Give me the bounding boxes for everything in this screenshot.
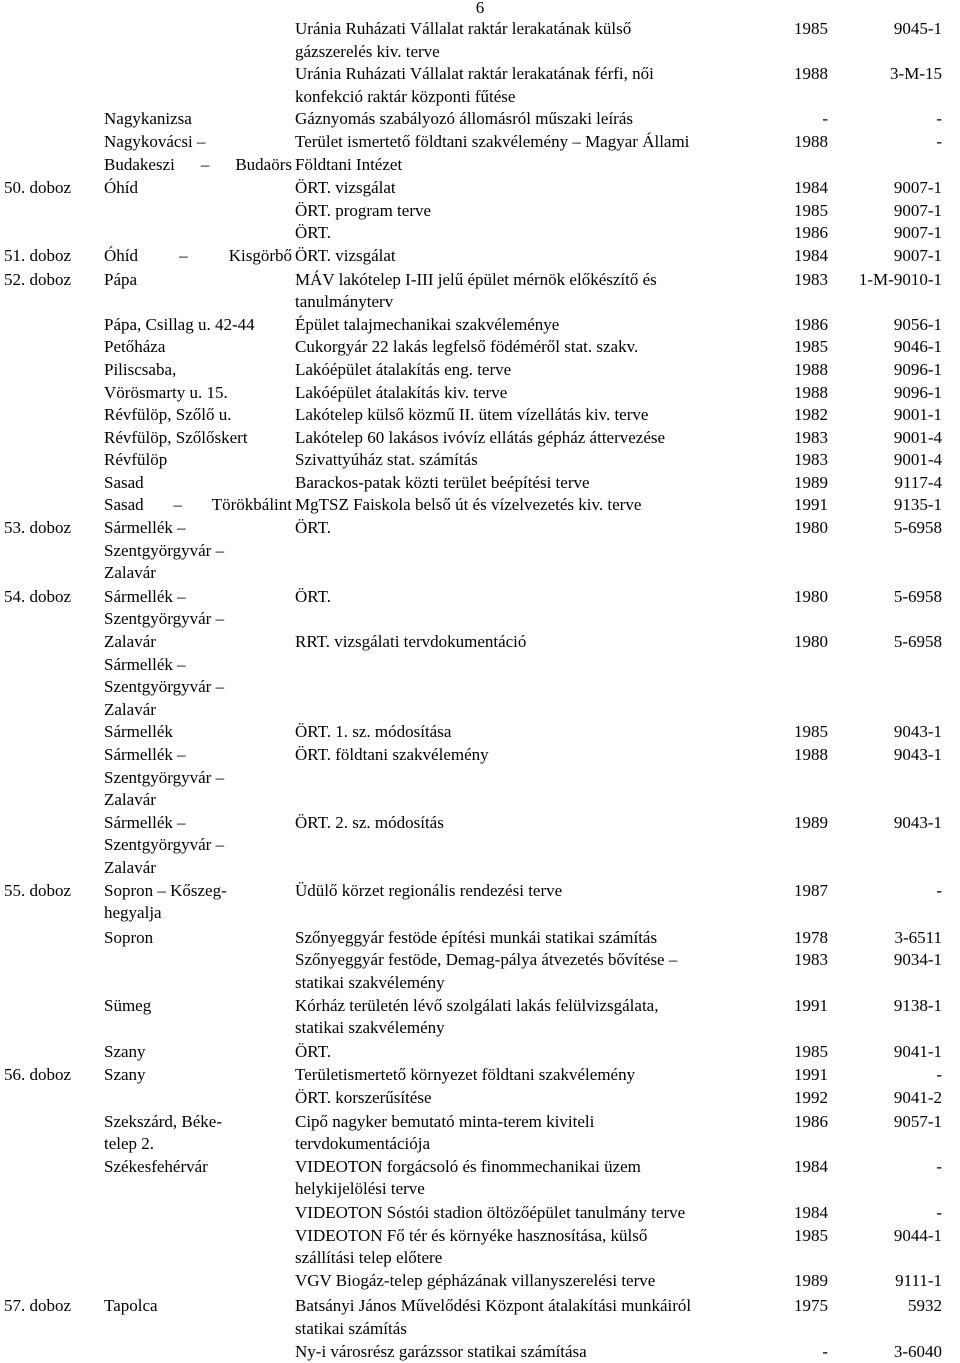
table-row [0, 314, 960, 337]
desc-line: ÖRT. [295, 223, 331, 243]
row-place-cell [104, 517, 292, 585]
row-code-cell: 9135-1 [893, 495, 942, 515]
place-line: Révfülöp, Szőlőskert [104, 427, 248, 447]
row-place-cell [104, 494, 292, 517]
desc-line: ÖRT. korszerűsítése [295, 1087, 432, 1107]
row-desc-cell [295, 1202, 757, 1225]
desc-line: ÖRT. vizsgálat [295, 245, 396, 265]
row-code-cell: 9043-1 [893, 722, 942, 742]
table-row [0, 1041, 960, 1065]
row-box-cell [4, 1064, 102, 1087]
row-code-cell: 9007-1 [893, 178, 942, 198]
place-line: Révfülöp, Szőlő u. [104, 405, 232, 425]
place-line: hegyalja [104, 903, 162, 923]
desc-line: Lakótelep 60 lakásos ivóvíz ellátás gépház áttervezése [295, 427, 666, 447]
row-place-cell [104, 631, 292, 721]
place-line: Óhíd – Kisgörbő [104, 245, 292, 265]
row-place-cell [104, 721, 292, 744]
row-desc-cell [295, 1041, 757, 1064]
row-desc-cell [295, 949, 757, 994]
place-line: Szany [104, 1065, 146, 1085]
row-year-cell: 1980 [794, 632, 828, 652]
desc-line: Ny-i városrész garázssor statikai számítása [295, 1341, 587, 1361]
row-code-cell: 9111-1 [895, 1270, 942, 1290]
desc-line: MgTSZ Faiskola belső út és vízelvezetés kiv. terve [295, 495, 642, 515]
desc-line: Földtani Intézet [295, 154, 403, 174]
row-desc-cell [295, 880, 757, 903]
table-row [0, 18, 960, 63]
desc-line: ÖRT. [295, 1041, 331, 1061]
place-line: Révfülöp [104, 450, 168, 470]
place-line: Szekszárd, Béke- [104, 1111, 223, 1131]
row-year-cell: 1983 [794, 269, 828, 289]
table-row [0, 382, 960, 405]
place-line: Zalavár [104, 563, 156, 583]
row-place-cell [104, 245, 292, 268]
row-code-cell: 9007-1 [893, 200, 942, 220]
row-year-cell: 1988 [794, 382, 828, 402]
desc-line: Cukorgyár 22 lakás legfelső födéméről stat. szakv. [295, 337, 639, 357]
place-line: Piliscsaba, [104, 359, 177, 379]
row-year-cell: 1986 [794, 1111, 828, 1131]
row-year-cell: 1984 [794, 178, 828, 198]
desc-line: Barackos-patak közti terület beépítési terve [295, 472, 590, 492]
row-desc-cell [295, 314, 757, 337]
row-code-cell: 3-6511 [894, 927, 942, 947]
place-line: Sopron – Kőszeg- [104, 880, 227, 900]
row-year-cell: 1986 [794, 314, 828, 334]
table-row [0, 1202, 960, 1225]
desc-line: VGV Biogáz-telep gépházának villanyszerelési terve [295, 1270, 656, 1290]
row-desc-cell [295, 449, 757, 472]
table-row [0, 269, 960, 314]
row-desc-cell [295, 382, 757, 405]
place-line: Budakeszi – Budaörs [104, 154, 292, 174]
table-row [0, 995, 960, 1041]
row-desc-cell [295, 131, 757, 176]
desc-line: gázszerelés kiv. terve [295, 41, 440, 61]
table-row [0, 949, 960, 994]
place-line: Petőháza [104, 337, 166, 357]
place-line: Pápa [104, 269, 138, 289]
table-row [0, 177, 960, 200]
desc-line: ÖRT. 2. sz. módosítás [295, 812, 444, 832]
row-desc-cell [295, 1225, 757, 1270]
row-place-cell [104, 812, 292, 880]
table-row [0, 108, 960, 131]
table-row [0, 1341, 960, 1363]
row-year-cell: 1991 [794, 1065, 828, 1085]
row-year-cell: 1988 [794, 359, 828, 379]
table-row [0, 1270, 960, 1296]
row-desc-cell [295, 222, 757, 245]
row-desc-cell [295, 812, 757, 835]
row-year-cell: - [822, 109, 828, 129]
row-year-cell: 1985 [794, 1041, 828, 1061]
table-row [0, 1064, 960, 1087]
row-year-cell: 1988 [794, 64, 828, 84]
desc-line: ÖRT. [295, 586, 331, 606]
desc-line: Cipő nagyker bemutató minta-terem kiviteli [295, 1111, 595, 1131]
row-place-cell [104, 586, 292, 631]
row-code-cell: 9057-1 [893, 1111, 942, 1131]
table-row [0, 245, 960, 269]
row-place-cell [104, 927, 292, 950]
row-desc-cell [295, 1111, 757, 1156]
row-desc-cell [295, 631, 757, 654]
row-place-cell [104, 744, 292, 812]
row-year-cell: 1983 [794, 950, 828, 970]
place-line: telep 2. [104, 1134, 155, 1154]
desc-line: tanulmányterv [295, 292, 394, 312]
row-desc-cell [295, 494, 757, 517]
desc-line: ÖRT. program terve [295, 200, 432, 220]
place-line: Zalavár [104, 790, 156, 810]
desc-line: Lakóépület átalakítás kiv. terve [295, 382, 508, 402]
table-row [0, 880, 960, 927]
row-place-cell [104, 427, 292, 450]
row-year-cell: 1985 [794, 1225, 828, 1245]
row-desc-cell [295, 108, 757, 131]
row-code-cell: 5-6958 [893, 518, 942, 538]
desc-line: ÖRT. [295, 518, 331, 538]
table-row [0, 1087, 960, 1111]
box-line: 55. doboz [4, 880, 72, 900]
table-row [0, 359, 960, 382]
row-year-cell: 1991 [794, 495, 828, 515]
row-desc-cell [295, 744, 757, 767]
row-box-cell [4, 1295, 102, 1318]
row-year-cell: 1989 [794, 812, 828, 832]
row-year-cell: 1985 [794, 200, 828, 220]
row-code-cell: 9043-1 [893, 745, 942, 765]
row-code-cell: 1-M-9010-1 [858, 269, 942, 289]
row-code-cell: 9001-1 [893, 405, 942, 425]
row-desc-cell [295, 1270, 757, 1293]
row-year-cell: 1983 [794, 427, 828, 447]
row-code-cell: - [936, 1065, 942, 1085]
row-box-cell [4, 177, 102, 200]
desc-line: Kórház területén lévő szolgálati lakás felülvizsgálata, [295, 995, 659, 1015]
place-line: Sasad [104, 472, 144, 492]
desc-line: ÖRT. 1. sz. módosítása [295, 722, 452, 742]
row-code-cell: - [936, 131, 942, 151]
place-line: Sármellék – [104, 812, 186, 832]
row-year-cell: 1985 [794, 19, 828, 38]
desc-line: helykijelölési terve [295, 1179, 425, 1199]
desc-line: Szivattyúház stat. számítás [295, 450, 478, 470]
row-code-cell: 9001-4 [893, 450, 942, 470]
place-line: Zalavár [104, 858, 156, 878]
row-year-cell: 1980 [794, 586, 828, 606]
table-row [0, 200, 960, 223]
row-desc-cell [295, 63, 757, 108]
row-place-cell [104, 336, 292, 359]
row-year-cell: 1982 [794, 405, 828, 425]
row-desc-cell [295, 1295, 757, 1340]
row-code-cell: 9043-1 [893, 812, 942, 832]
row-desc-cell [295, 1087, 757, 1110]
row-code-cell: - [936, 880, 942, 900]
row-year-cell: 1989 [794, 472, 828, 492]
row-year-cell: 1985 [794, 722, 828, 742]
row-desc-cell [295, 427, 757, 450]
row-code-cell: 3-M-15 [890, 64, 942, 84]
table-row [0, 1295, 960, 1340]
row-code-cell: - [936, 1202, 942, 1222]
place-line: Szentgyörgyvár – [104, 835, 225, 855]
table-row [0, 586, 960, 631]
row-place-cell [104, 404, 292, 427]
desc-line: statikai szakvélemény [295, 973, 445, 992]
row-year-cell: 1984 [794, 245, 828, 265]
row-code-cell: - [936, 109, 942, 129]
row-code-cell: 9007-1 [893, 245, 942, 265]
place-line: Tapolca [104, 1296, 158, 1316]
row-desc-cell [295, 200, 757, 223]
row-box-cell [4, 880, 102, 903]
row-code-cell: 9007-1 [893, 223, 942, 243]
row-place-cell [104, 108, 292, 131]
place-line: Szentgyörgyvár – [104, 767, 225, 787]
table-row [0, 1156, 960, 1202]
row-code-cell: 9096-1 [893, 359, 942, 379]
row-code-cell: - [936, 1156, 942, 1176]
row-year-cell: 1992 [794, 1087, 828, 1107]
desc-line: ÖRT. vizsgálat [295, 178, 396, 198]
row-code-cell: 9041-2 [893, 1087, 942, 1107]
place-line: Sármellék – [104, 586, 186, 606]
row-desc-cell [295, 721, 757, 744]
box-line: 51. doboz [4, 245, 72, 265]
table-row [0, 427, 960, 450]
table-row [0, 517, 960, 586]
page-number: 6 [475, 0, 485, 17]
row-year-cell: 1984 [794, 1156, 828, 1176]
row-year-cell: 1991 [794, 995, 828, 1015]
table-row [0, 744, 960, 812]
table-row [0, 721, 960, 744]
desc-line: Uránia Ruházati Vállalat raktár lerakatának férfi, női [295, 64, 654, 84]
table-row [0, 1111, 960, 1156]
row-desc-cell [295, 404, 757, 427]
table-row [0, 63, 960, 108]
box-line: 57. doboz [4, 1296, 72, 1316]
place-line: Szany [104, 1041, 146, 1061]
desc-line: tervdokumentációja [295, 1134, 431, 1154]
place-line: Sasad – Törökbálint [104, 495, 292, 515]
desc-line: Területismertető környezet földtani szakvélemény [295, 1065, 636, 1085]
place-line: Székesfehérvár [104, 1156, 208, 1176]
row-year-cell: 1975 [794, 1296, 828, 1316]
table-row [0, 449, 960, 472]
desc-line: Lakótelep külső közmű II. ütem vízellátás kiv. terve [295, 405, 649, 425]
desc-line: RRT. vizsgálati tervdokumentáció [295, 632, 527, 652]
place-line: Vörösmarty u. 15. [104, 382, 228, 402]
row-box-cell [4, 245, 102, 268]
desc-line: Üdülő körzet regionális rendezési terve [295, 880, 563, 900]
row-year-cell: 1989 [794, 1270, 828, 1290]
box-line: 52. doboz [4, 269, 72, 289]
row-desc-cell [295, 472, 757, 495]
place-line: Sopron [104, 927, 154, 947]
desc-line: MÁV lakótelep I-III jelű épület mérnök előkészítő és [295, 269, 657, 289]
row-place-cell [104, 131, 292, 176]
box-line: 53. doboz [4, 518, 72, 538]
row-desc-cell [295, 1064, 757, 1087]
row-year-cell: - [822, 1341, 828, 1361]
row-code-cell: 3-6040 [893, 1341, 942, 1361]
row-place-cell [104, 314, 292, 337]
row-year-cell: 1978 [794, 927, 828, 947]
row-desc-cell [295, 359, 757, 382]
row-code-cell: 9044-1 [893, 1225, 942, 1245]
desc-line: ÖRT. földtani szakvélemény [295, 745, 489, 765]
box-line: 54. doboz [4, 586, 72, 606]
row-desc-cell [295, 586, 757, 609]
row-box-cell [4, 517, 102, 540]
desc-line: Uránia Ruházati Vállalat raktár lerakatának külső [295, 19, 632, 38]
row-place-cell [104, 1111, 292, 1156]
table-row [0, 1225, 960, 1270]
desc-line: statikai szakvélemény [295, 1018, 445, 1038]
row-place-cell [104, 472, 292, 495]
place-line: Sármellék [104, 722, 173, 742]
desc-line: Lakóépület átalakítás eng. terve [295, 359, 512, 379]
row-year-cell: 1987 [794, 880, 828, 900]
row-code-cell: 9096-1 [893, 382, 942, 402]
row-desc-cell [295, 18, 757, 63]
row-place-cell [104, 1041, 292, 1064]
row-box-cell [4, 586, 102, 609]
table-row [0, 404, 960, 427]
desc-line: VIDEOTON forgácsoló és finommechanikai üzem [295, 1156, 641, 1176]
row-desc-cell [295, 1156, 757, 1201]
place-line: Sármellék – [104, 745, 186, 765]
table-row [0, 222, 960, 245]
document-table [0, 18, 960, 1363]
row-code-cell: 9034-1 [893, 950, 942, 970]
desc-line: Szőnyeggyár festöde építési munkái statikai számítás [295, 927, 658, 947]
row-desc-cell [295, 269, 757, 314]
row-place-cell [104, 177, 292, 200]
row-desc-cell [295, 995, 757, 1040]
box-line: 56. doboz [4, 1065, 72, 1085]
row-desc-cell [295, 517, 757, 540]
row-place-cell [104, 269, 292, 292]
place-line: Sümeg [104, 995, 152, 1015]
desc-line: statikai számítás [295, 1318, 407, 1338]
row-code-cell: 9056-1 [893, 314, 942, 334]
row-place-cell [104, 995, 292, 1018]
row-year-cell: 1980 [794, 518, 828, 538]
row-year-cell: 1988 [794, 131, 828, 151]
place-line: Szentgyörgyvár – [104, 609, 225, 629]
row-code-cell: 5-6958 [893, 586, 942, 606]
row-code-cell: 9045-1 [893, 19, 942, 38]
place-line: Zalavár [104, 699, 156, 719]
row-desc-cell [295, 177, 757, 200]
row-year-cell: 1986 [794, 223, 828, 243]
row-place-cell [104, 880, 292, 925]
table-row [0, 494, 960, 517]
desc-line: konfekció raktár központi fűtése [295, 86, 516, 106]
row-place-cell [104, 1064, 292, 1087]
place-line: Pápa, Csillag u. 42-44 [104, 314, 255, 334]
row-place-cell [104, 1156, 292, 1179]
place-line: Sármellék – [104, 518, 186, 538]
desc-line: szállítási telep előtere [295, 1248, 443, 1268]
place-line: Nagykovácsi – [104, 131, 206, 151]
table-row [0, 472, 960, 495]
box-line: 50. doboz [4, 178, 72, 198]
row-year-cell: 1985 [794, 337, 828, 357]
row-box-cell [4, 269, 102, 292]
row-code-cell: 9138-1 [893, 995, 942, 1015]
place-line: Nagykanizsa [104, 109, 192, 129]
desc-line: Batsányi János Művelődési Központ átalakítási munkáiról [295, 1296, 692, 1316]
row-place-cell [104, 1295, 292, 1318]
row-year-cell: 1983 [794, 450, 828, 470]
row-code-cell: 9041-1 [893, 1041, 942, 1061]
desc-line: VIDEOTON Fő tér és környéke hasznosítása, külső [295, 1225, 648, 1245]
desc-line: Szőnyeggyár festöde, Demag-pálya átvezetés bővítése – [295, 950, 678, 970]
row-desc-cell [295, 1341, 757, 1363]
table-row [0, 631, 960, 721]
row-place-cell [104, 382, 292, 405]
row-desc-cell [295, 927, 757, 950]
desc-line: Gáznyomás szabályozó állomásról műszaki leírás [295, 109, 633, 129]
row-year-cell: 1984 [794, 1202, 828, 1222]
place-line: Óhíd [104, 178, 138, 198]
place-line: Szentgyörgyvár – [104, 677, 225, 697]
row-year-cell: 1988 [794, 745, 828, 765]
desc-line: VIDEOTON Sóstói stadion öltözőépület tanulmány terve [295, 1202, 686, 1222]
table-row [0, 927, 960, 950]
table-row [0, 131, 960, 177]
place-line: Sármellék – [104, 654, 186, 674]
row-code-cell: 5-6958 [893, 632, 942, 652]
desc-line: Épület talajmechanikai szakvéleménye [295, 314, 560, 334]
row-code-cell: 9001-4 [893, 427, 942, 447]
place-line: Szentgyörgyvár – [104, 540, 225, 560]
row-code-cell: 5932 [908, 1296, 942, 1316]
table-row [0, 336, 960, 359]
place-line: Zalavár [104, 632, 156, 652]
row-desc-cell [295, 336, 757, 359]
desc-line: Terület ismertető földtani szakvélemény – Magyar Állami [295, 131, 690, 151]
table-row [0, 812, 960, 880]
row-place-cell [104, 359, 292, 382]
row-desc-cell [295, 245, 757, 268]
row-place-cell [104, 449, 292, 472]
row-code-cell: 9046-1 [893, 337, 942, 357]
row-code-cell: 9117-4 [894, 472, 942, 492]
